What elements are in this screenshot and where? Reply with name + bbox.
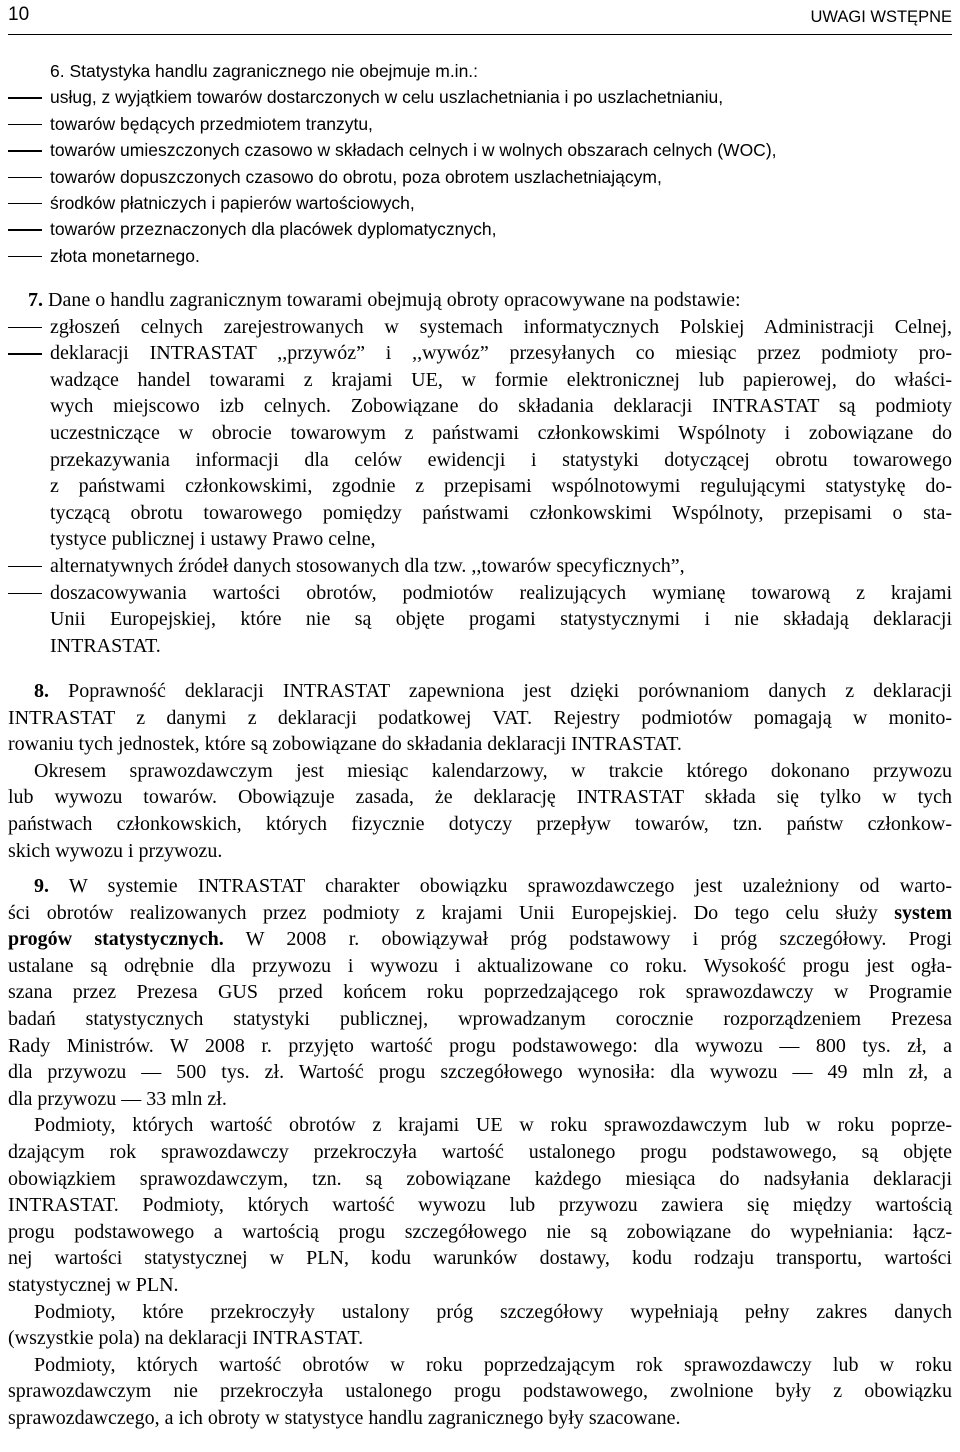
paragraph-line: dla przywozu — 33 mln zł. [8,1087,227,1110]
paragraph-line: progu podstawowego a wartością progu szczegółowego nie są zobowiązane do wypełniania: łącz- [8,1220,952,1243]
item-7 [8,287,952,659]
list-item-continuation: wych miejscowo izb celnych. Zobowiązane do składania deklaracji INTRASTAT są podmioty [50,395,952,418]
list-item-continuation: Unii Europejskiej, które nie są objęte progami statystycznymi i nie składają deklaracji [50,608,952,631]
paragraph-line: nej wartości statystycznej w PLN, kodu warunków dostawy, kodu rodzaju transportu, wartości [8,1247,952,1270]
paragraph-line: INTRASTAT z danymi z deklaracji podatkowej VAT. Rejestry podmiotów pomagają w monito- [8,706,952,729]
paragraph-line: Okresem sprawozdawczym jest miesiąc kalendarzowy, w trakcie którego dokonano przywozu [34,759,952,782]
paragraph-line: skich wywozu i przywozu. [8,839,223,862]
list-item: towarów będących przedmiotem tranzytu, [50,113,373,134]
paragraph-line: statystycznej w PLN. [8,1273,179,1296]
list-item: złota monetarnego. [50,245,200,266]
list-item: doszacowywania wartości obrotów, podmiotów realizujących wymianę towarową z krajami [50,581,952,604]
paragraph-line: dla przywozu — 500 tys. zł. Wartość progu szczegółowego wynosiła: dla wywozu — 49 mln zł, a [8,1061,952,1084]
item-6-intro: 6. Statystyka handlu zagranicznego nie obejmuje m.in.: [50,61,479,81]
paragraph-line: sprawozdawczym nie przekroczyła ustalonego progu podstawowego, zwolnione były z obowiązku [8,1380,952,1403]
list-item-continuation: wadzące handel towarami z krajami UE, w formie elektronicznej lub papierowej, do właści- [50,368,952,391]
running-header [8,2,952,35]
paragraph-line: 9. W systemie INTRASTAT charakter obowiązku sprawozdawczego jest uzależniony od warto- [34,875,952,897]
page-number: 10 [8,4,30,25]
paragraph-line: rowaniu tych jednostek, które są zobowiązane do składania deklaracji INTRASTAT. [8,733,682,756]
paragraph-line: państwach członkowskich, których fizycznie dotyczy przepływ towarów, tzn. państw członkow- [8,812,952,835]
list-item: towarów umieszczonych czasowo w składach celnych i w wolnych obszarach celnych (WOC), [50,140,777,161]
list-item: usług, z wyjątkiem towarów dostarczonych w celu uszlachetniania i po uszlachetnianiu, [50,87,724,108]
item-7-intro: 7. Dane o handlu zagranicznym towarami obejmują obroty opracowywane na podstawie: [28,289,741,311]
item-8 [8,678,952,864]
list-item: środków płatniczych i papierów wartościowych, [50,192,415,213]
paragraph-line: badań statystycznych statystyki publicznej, wprowadzanym corocznie rozporządzeniem Prezesa [8,1007,952,1030]
list-item-continuation: tystyce publicznej i ustawy Prawo celne, [50,528,376,551]
paragraph-line: Podmioty, których wartość obrotów w roku poprzedzającym rok sprawozdawczy lub w roku [34,1353,952,1376]
paragraph-line: Podmioty, których wartość obrotów z krajami UE w roku sprawozdawczym lub w roku poprze- [34,1114,952,1137]
item-9 [8,873,952,1431]
paragraph-line: Rady Ministrów. W 2008 r. przyjęto wartość progu podstawowego: dla wywozu — 800 tys. zł, a [8,1034,952,1057]
list-item: towarów dopuszczonych czasowo do obrotu, poza obrotem uszlachetniającym, [50,166,662,187]
paragraph-line: INTRASTAT. Podmioty, których wartość wywozu lub przywozu zawiera się między wartością [8,1194,952,1217]
list-item: alternatywnych źródeł danych stosowanych dla tzw. ,,towarów specyficznych”, [50,554,685,577]
paragraph-line: 8. Poprawność deklaracji INTRASTAT zapewniona jest dzięki porównaniom danych z deklaracji [34,680,952,702]
list-item-continuation: przekazywania informacji dla celów ewidencji i statystyki dotyczącej obrotu towarowego [50,448,952,471]
list-item: towarów przeznaczonych dla placówek dyplomatycznych, [50,219,497,240]
list-item-continuation: uczestniczące w obrocie towarowym z państwami członkowskimi Wspólnoty i zobowiązane do [50,421,952,444]
item-6 [8,58,952,269]
paragraph-line: Podmioty, które przekroczyły ustalony próg szczegółowy wypełniają pełny zakres danych [34,1300,952,1323]
section-title: UWAGI WSTĘPNE [810,8,952,26]
list-item: zgłoszeń celnych zarejestrowanych w systemach informatycznych Polskiej Administracji Celnej, [50,315,952,338]
paragraph-line: ustalane są odrębnie dla przywozu i wywozu i aktualizowane co roku. Wysokość progu jest ogła- [8,954,952,977]
paragraph-line: dzającym rok sprawozdawczy przekroczyła wartość ustalonego progu podstawowego, są objęte [8,1140,952,1163]
paragraph-line: sprawozdawczego, a ich obroty w statystyce handlu zagranicznego były szacowane. [8,1406,681,1429]
list-item-continuation: z państwami członkowskimi, zgodnie z przepisami wspólnotowymi regulującymi statystykę do- [50,475,952,498]
paragraph-line: lub wywozu towarów. Obowiązuje zasada, że deklarację INTRASTAT składa się tylko w tych [8,786,952,809]
list-item: deklaracji INTRASTAT ,,przywóz” i ,,wywóz” przesyłanych co miesiąc przez podmioty pro- [50,342,952,365]
paragraph-line: (wszystkie pola) na deklaracji INTRASTAT. [8,1327,364,1350]
list-item-continuation: INTRASTAT. [50,634,161,657]
paragraph-line: ści obrotów realizowanych przez podmioty z krajami Unii Europejskiej. Do tego celu służy system [8,901,952,924]
paragraph-line: obowiązkiem sprawozdawczym, tzn. są zobowiązane każdego miesiąca do nadsyłania deklaracji [8,1167,952,1190]
list-item-continuation: tyczącą obrotu towarowego pomiędzy państwami członkowskimi Wspólnoty, przepisami o sta- [50,501,952,524]
paragraph-line: szana przez Prezesa GUS przed końcem roku poprzedzającego rok sprawozdawczy w Programie [8,981,952,1004]
paragraph-line: progów statystycznych. W 2008 r. obowiązywał próg podstawowy i próg szczegółowy. Progi [8,928,952,951]
